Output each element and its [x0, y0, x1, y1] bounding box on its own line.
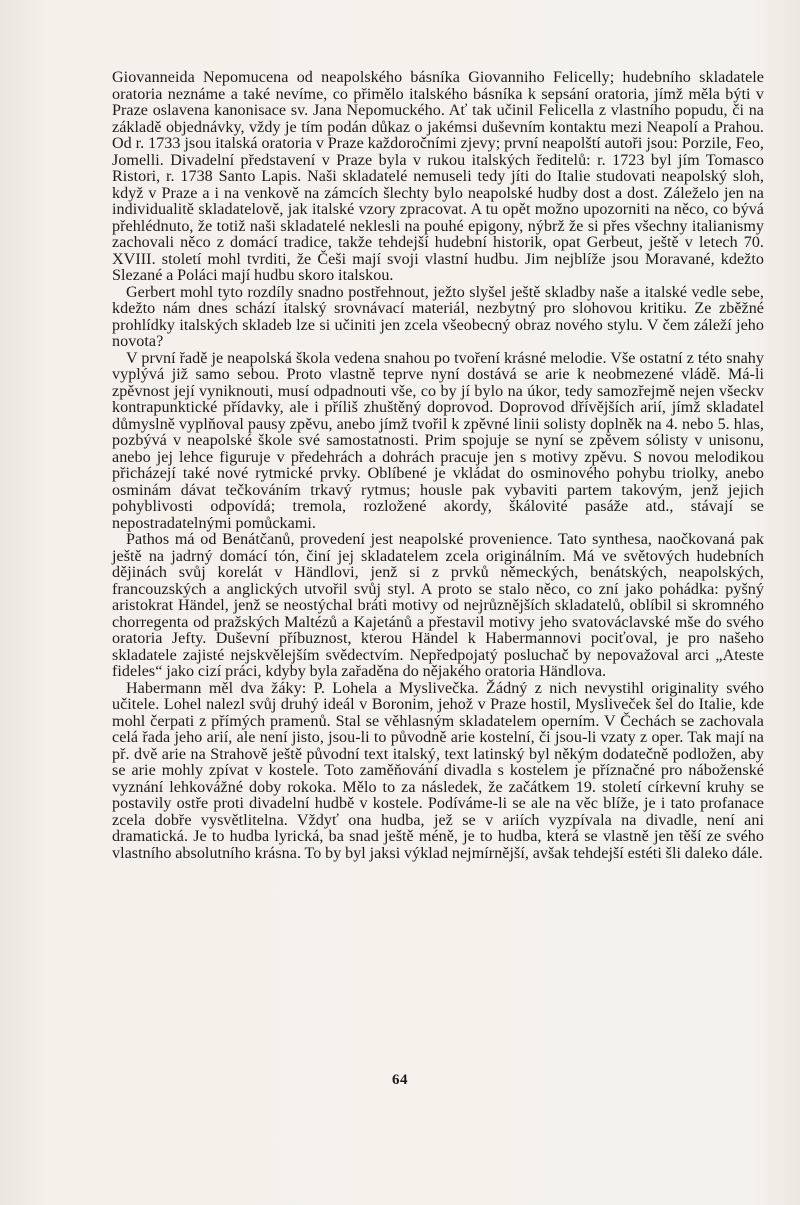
- paragraph-3: V první řadě je neapolská škola vedena snahou po tvoření krásné melodie. Vše ostatní z této snahy vyplývá již samo sebou. Proto vlastně teprve nyní dostává se arie k neobmezené vládě. Má-li zpěvnost její vyniknouti, musí odpadnouti vše, co by jí bylo na úkor, tedy samozřejmě nejen všeckv kontrapunktické přídavky, ale i příliš zhuštěný doprovod. Doprovod dřívějších arií, jímž skladatel důmyslně vyplňoval pausy zpěvu, anebo jímž tvořil k zpěvné linii solisty doplněk na 4. nebo 5. hlas, pozbývá v neapolské škole své samostatnosti. Prim spojuje se nyní se zpěvem sólisty v unisonu, anebo jej lehce figuruje v předehrách a dohrách pracuje jen s motivy zpěvu. S novou melodikou přicházejí také nové rytmické prvky. Oblíbené je vkládat do osminového pohybu triolky, anebo osminám dávat tečkováním trkavý rytmus; housle pak vybaviti partem takovým, jenž jejich pohyblivosti odpovídá; tremola, rozložené akordy, škálovité pasáže atd., stávají se nepostradatelnými pomůckami.: [112, 349, 764, 532]
- paragraph-5: Habermann měl dva žáky: P. Lohela a Myslivečka. Žádný z nich nevystihl originality svého učitele. Lohel nalezl svůj druhý ideál v Boronim, jehož v Praze hostil, Mysliveček šel do Italie, kde mohl čerpati z přímých pramenů. Stal se věhlasným skladatelem operním. V Čechách se zachovala celá řada jeho arií, ale není jisto, jsou-li to původně arie kostelní, či jsou-li vzaty z oper. Tak mají na př. dvě arie na Strahově ještě původní text italský, text latinský byl někým dodatečně podložen, aby se arie mohly zpívat v kostele. Toto zaměňování divadla s kostelem je příznačné pro náboženské vyznání lehkovážné doby rokoka. Mělo to za následek, že začátkem 19. století církevní kruhy se postavily ostře proti divadelní hudbě v kostele. Podíváme-li se ale na věc blíže, je i tato profanace zcela dobře vysvětlitelna. Vždyť ona hudba, jež se v ariích vyzpívala na divadle, není ani dramatická. Je to hudba lyrická, ba snad ještě méně, je to hudba, která se vlastně jen těší ze svého vlastního absolutního krásna. To by byl jaksi výklad nejmírnější, avšak tehdejší estéti šli daleko dále.: [112, 679, 764, 862]
- page-number: 64: [392, 1072, 408, 1088]
- body-text: [112, 70, 764, 862]
- paragraph-4: Pathos má od Benátčanů, provedení jest neapolské provenience. Tato synthesa, naočkovaná pak ještě na jadrný domácí tón, činí jej skladatelem zcela originálním. Má ve světových hudebních dějinách svůj korelát v Händlovi, jenž si z prvků německých, benátských, neapolských, francouzských a anglických utvořil svůj styl. A proto se stalo něco, co zní jako pohádka: pyšný aristokrat Händel, jenž se neostýchal bráti motivy od nejrůznějších skladatelů, oblíbil si skromného chorregenta od pražských Maltézů a Kajetánů a přestavil motivy jeho svatováclavské mše do svého oratoria Jefty. Duševní příbuznost, kterou Händel k Habermannovi pociťoval, je pro našeho skladatele zajisté nejskvělejším svědectvím. Nepředpojatý posluchač by nepovažoval arci „Ateste fideles“ jako cizí práci, kdyby byla zařaděna do nějakého oratoria Händlova.: [112, 531, 764, 680]
- paragraph-1: Giovanneida Nepomucena od neapolského básníka Giovanniho Felicelly; hudebního skladatele oratoria neznáme a také nevíme, co přimělo italského básníka k sepsání oratoria, jímž měla býti v Praze oslavena kanonisace sv. Jana Nepomuckého. Ať tak učinil Felicella z vlastního popudu, či na základě objednávky, vždy je tím podán důkaz o jakémsi duševním kontaktu mezi Neapolí a Prahou. Od r. 1733 jsou italská oratoria v Praze každoročními zjevy; první neapolští autoři jsou: Porzile, Feo, Jomelli. Divadelní představení v Praze byla v rukou italských ředitelů: r. 1723 byl jím Tomasco Ristori, r. 1738 Santo Lapis. Naši skladatelé nemuseli tedy jíti do Italie studovati neapolský sloh, když v Praze a i na venkově na zámcích šlechty bylo neapolské hudby dost a dost. Záleželo jen na individualitě skladatelově, jak italské vzory zpracovat. A tu opět možno upozorniti na něco, co bývá přehlédnuto, že totiž naši skladatelé neklesli na pouhé epigony, nýbrž že si přes všechny italianismy zachovali něco z domácí tradice, takže tehdejší hudební historik, opat Gerbeut, ještě v letech 70. XVIII. století mohl tvrditi, že Češi mají svoji vlastní hudbu. Jim nejblíže jsou Moravané, kdežto Slezané a Poláci mají hudbu skoro italskou.: [112, 69, 764, 284]
- paragraph-2: Gerbert mohl tyto rozdíly snadno postřehnout, ježto slyšel ještě skladby naše a italské vedle sebe, kdežto nám dnes schází italský srovnávací materiál, nezbytný pro slohovou kritiku. Ze zběžné prohlídky italských skladeb lze si učiniti jen zcela všeobecný obraz nového stylu. V čem záleží jeho novota?: [112, 283, 764, 350]
